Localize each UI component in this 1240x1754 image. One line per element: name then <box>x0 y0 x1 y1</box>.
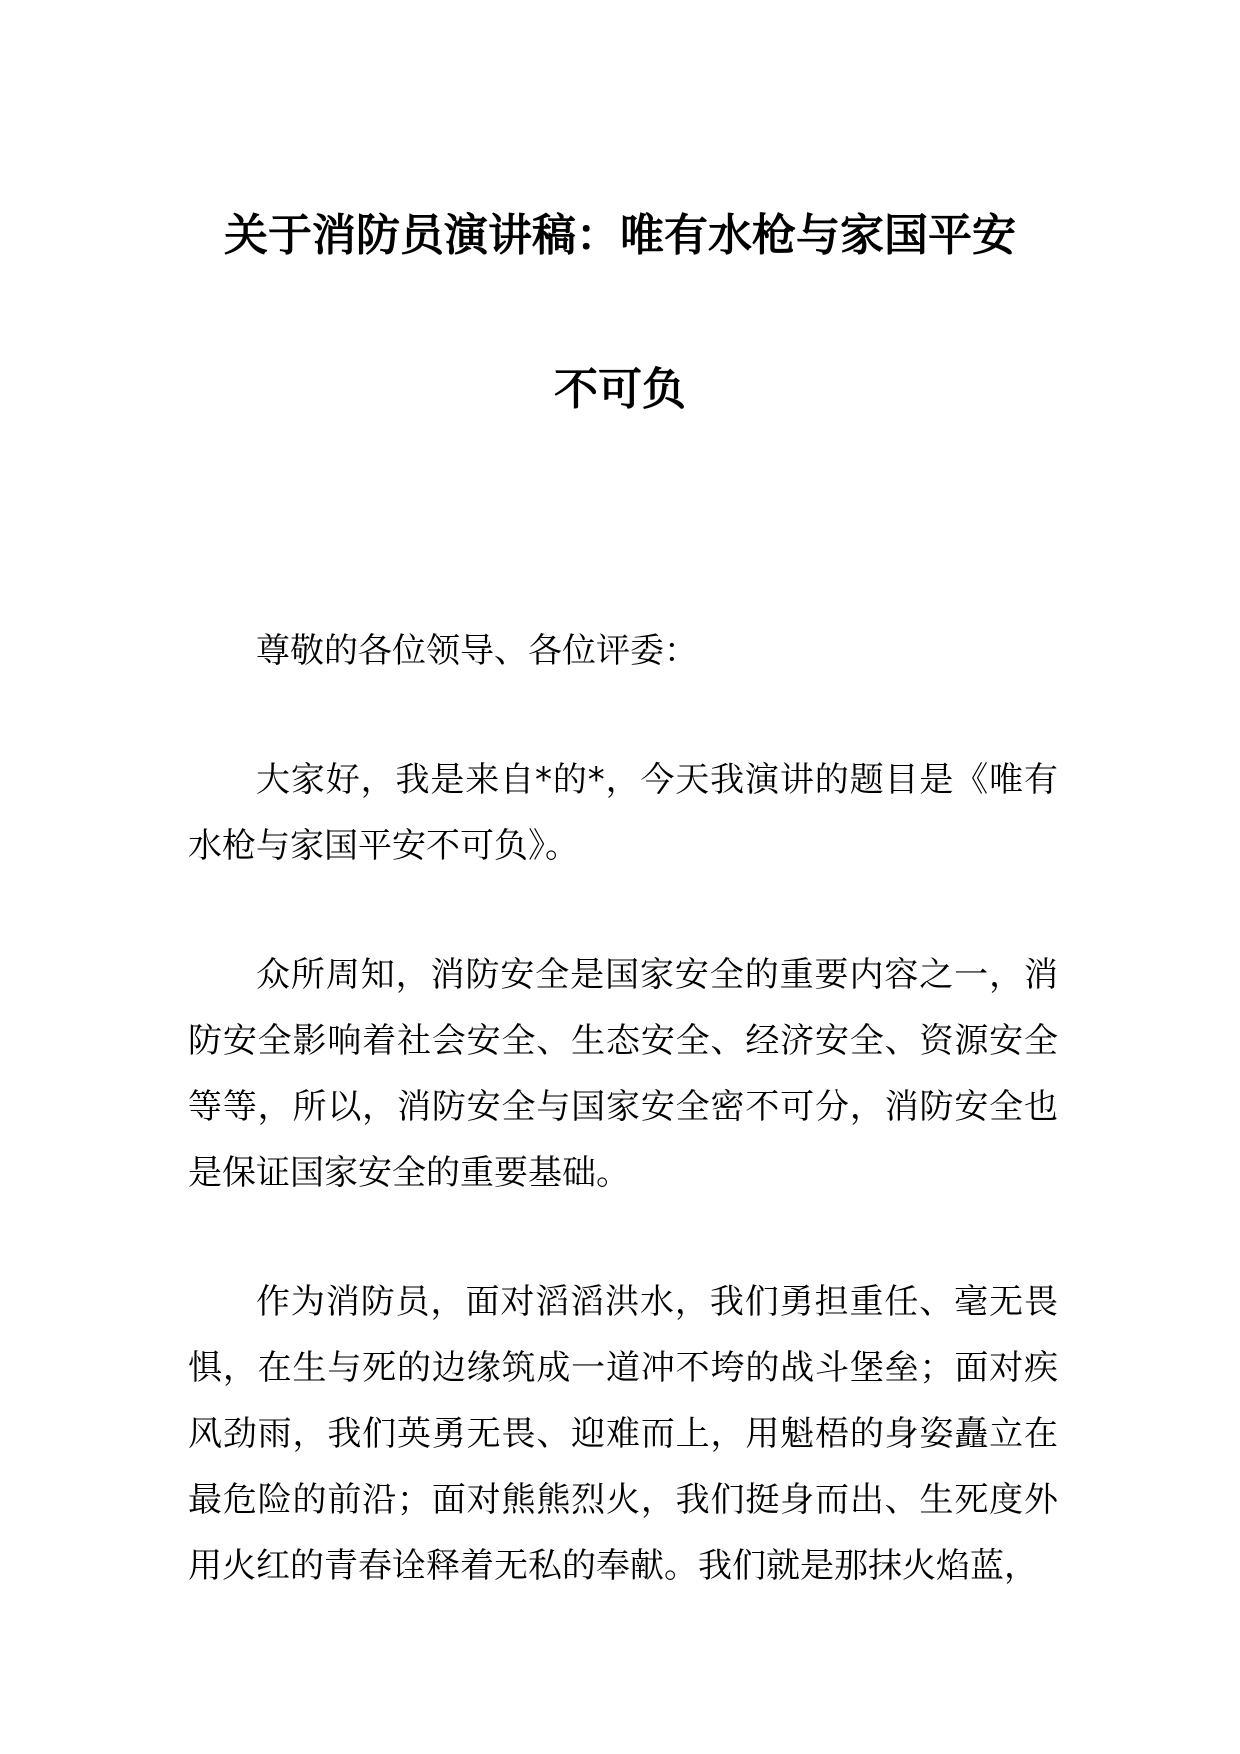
document-title-line-1: 关于消防员演讲稿：唯有水枪与家国平安 <box>224 210 1016 261</box>
document-title-line-2: 不可负 <box>554 364 686 415</box>
body-paragraph: 作为消防员，面对滔滔洪水，我们勇担重任、毫无畏惧，在生与死的边缘筑成一道冲不垮的战斗堡垒；面对疾风劲雨，我们英勇无畏、迎难而上，用魁梧的身姿矗立在最危险的前沿；面对熊熊烈火，我们挺身而出、生死度外用火红的青春诠释着无私的奉献。我们就是那抹火焰蓝， <box>188 1282 1058 1586</box>
document-body <box>188 618 1058 1599</box>
salutation-paragraph: 尊敬的各位领导、各位评委： <box>256 631 698 671</box>
introduction-paragraph: 大家好，我是来自*的*，今天我演讲的题目是《唯有水枪与家国平安不可负》。 <box>188 760 1058 866</box>
body-paragraph: 众所周知，消防安全是国家安全的重要内容之一，消防安全影响着社会安全、生态安全、经济安全、资源安全等等，所以，消防安全与国家安全密不可分，消防安全也是保证国家安全的重要基础。 <box>188 955 1058 1193</box>
